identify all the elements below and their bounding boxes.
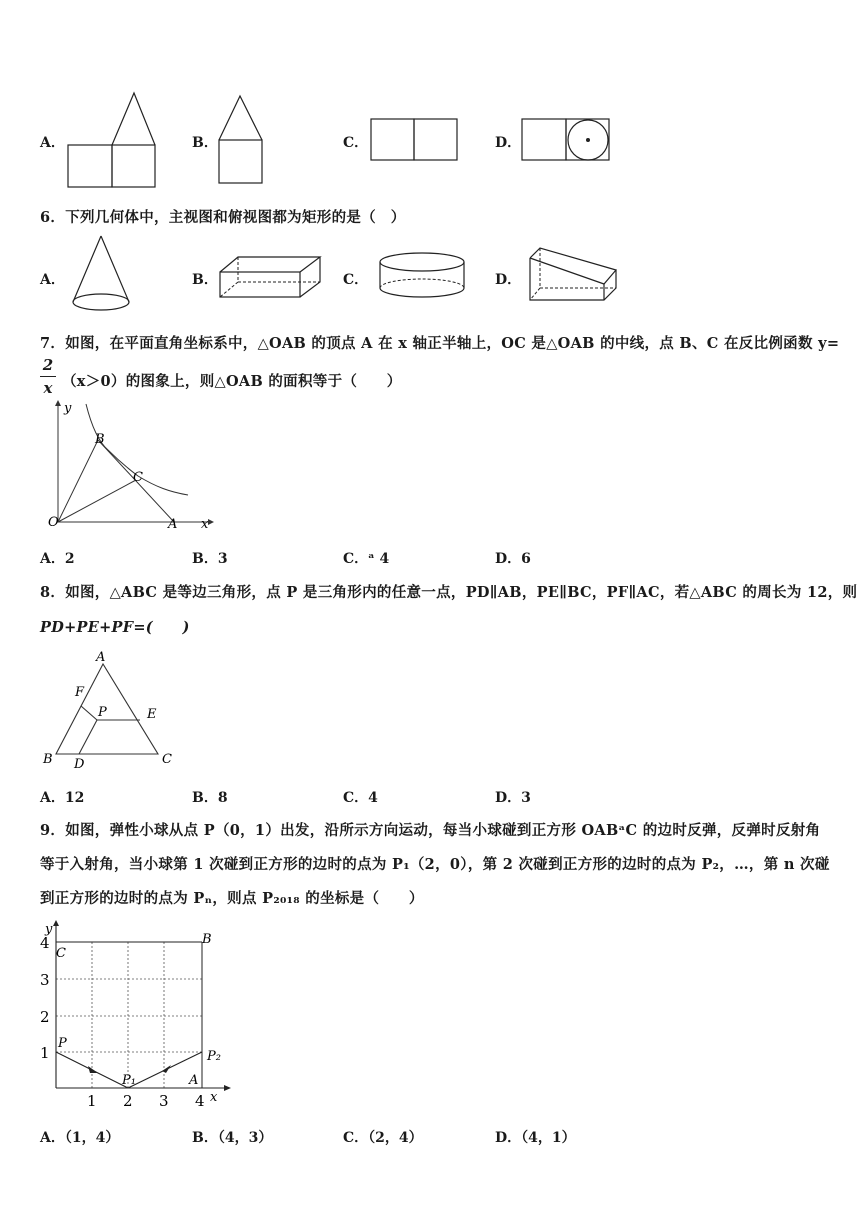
q9-y-tick-4: 4 bbox=[40, 934, 50, 952]
q9-x-tick-3: 3 bbox=[159, 1092, 169, 1110]
q9-x-tick-2: 2 bbox=[123, 1092, 133, 1110]
q7-point-c-label: C bbox=[133, 470, 143, 485]
q7-point-a-label: A bbox=[168, 517, 178, 532]
q7-origin-label: O bbox=[48, 515, 59, 530]
q9-option-b: B．（4，3） bbox=[192, 1130, 273, 1146]
q7-axis-y-label: y bbox=[64, 401, 72, 416]
q6-option-c-cylinder bbox=[376, 250, 468, 304]
q8-point-e-label: E bbox=[147, 707, 157, 722]
q6-option-b-label: B． bbox=[192, 272, 218, 288]
q6-option-b-box bbox=[216, 252, 326, 302]
q7-option-d: D．6 bbox=[495, 551, 531, 567]
q8-option-c: C．4 bbox=[343, 790, 378, 806]
q9-axis-y-label: y bbox=[45, 922, 53, 937]
q6-option-a-label: A． bbox=[40, 272, 65, 288]
q9-y-tick-1: 1 bbox=[40, 1044, 50, 1062]
q7-fraction bbox=[40, 356, 56, 397]
q7-fraction-numerator: 2 bbox=[42, 356, 54, 374]
q5-option-d-figure bbox=[519, 116, 613, 164]
q7-option-c: C．ᵃ 4 bbox=[343, 551, 390, 567]
q7-point-b-label: B bbox=[95, 432, 105, 447]
q9-option-d: D．（4，1） bbox=[495, 1130, 576, 1146]
q5-option-c-label: C． bbox=[343, 135, 369, 151]
q6-option-d-label: D． bbox=[495, 272, 522, 288]
question-7-stem-line-1: 7．如图，在平面直角坐标系中，△OAB 的顶点 A 在 x 轴正半轴上，OC 是△OAB 的中线，点 B、C 在反比例函数 y= bbox=[40, 335, 840, 352]
q5-option-d-label: D． bbox=[495, 135, 522, 151]
q7-option-b: B．3 bbox=[192, 551, 228, 567]
q5-option-b-figure bbox=[214, 92, 266, 188]
q9-point-b-label: B bbox=[202, 932, 212, 947]
q5-option-c-figure bbox=[368, 116, 462, 164]
q9-option-a: A．（1，4） bbox=[40, 1130, 120, 1146]
q9-point-p2-label: P₂ bbox=[207, 1049, 221, 1064]
question-6-stem: 6．下列几何体中，主视图和俯视图都为矩形的是（ ） bbox=[40, 209, 406, 226]
q6-option-a-cone bbox=[68, 232, 134, 314]
q7-option-a: A．2 bbox=[40, 551, 75, 567]
question-8-stem-line-2: PD+PE+PF=( ) bbox=[40, 619, 190, 636]
question-9-stem-line-2: 等于入射角，当小球第 1 次碰到正方形的边时的点为 P₁（2，0），第 2 次碰到正方形的边时的点为 P₂，…，第 n 次碰 bbox=[40, 856, 830, 873]
q8-point-a-label: A bbox=[96, 650, 106, 665]
q8-point-f-label: F bbox=[75, 685, 85, 700]
q8-point-p-label: P bbox=[98, 705, 107, 720]
q8-figure bbox=[40, 646, 180, 772]
question-9-stem-line-1: 9．如图，弹性小球从点 P（0，1）出发，沿所示方向运动，每当小球碰到正方形 OABᵃC 的边时反弹，反弹时反射角 bbox=[40, 822, 821, 839]
q9-point-p-label: P bbox=[58, 1036, 67, 1051]
q9-figure bbox=[36, 920, 236, 1116]
q9-point-p1-label: P₁ bbox=[122, 1073, 136, 1088]
q8-point-d-label: D bbox=[74, 757, 85, 772]
q6-option-c-label: C． bbox=[343, 272, 369, 288]
q8-option-b: B．8 bbox=[192, 790, 228, 806]
q9-point-c-label: C bbox=[56, 946, 66, 961]
q7-figure bbox=[38, 398, 214, 538]
q8-point-c-label: C bbox=[162, 752, 172, 767]
q8-point-b-label: B bbox=[43, 752, 53, 767]
q9-x-tick-4: 4 bbox=[195, 1092, 205, 1110]
q8-option-d: D．3 bbox=[495, 790, 531, 806]
q5-option-b-label: B． bbox=[192, 135, 218, 151]
q9-y-tick-3: 3 bbox=[40, 971, 50, 989]
question-9-stem-line-3: 到正方形的边时的点为 Pₙ，则点 P₂₀₁₈ 的坐标是（ ） bbox=[40, 890, 424, 907]
q5-option-a-figure bbox=[64, 90, 160, 190]
q7-axis-x-label: x bbox=[201, 517, 209, 532]
q9-x-tick-1: 1 bbox=[87, 1092, 97, 1110]
q7-fraction-denominator: x bbox=[43, 379, 53, 397]
q9-y-tick-2: 2 bbox=[40, 1008, 50, 1026]
q9-point-a-label: A bbox=[189, 1073, 199, 1088]
question-7-stem-line-2: （x＞0）的图象上，则△OAB 的面积等于（ ） bbox=[62, 373, 402, 390]
q6-option-d-wedge bbox=[526, 244, 622, 306]
q5-option-a-label: A． bbox=[40, 135, 65, 151]
q9-option-c: C．（2，4） bbox=[343, 1130, 423, 1146]
question-8-stem-line-1: 8．如图，△ABC 是等边三角形，点 P 是三角形内的任意一点，PD∥AB，PE∥BC，PF∥AC，若△ABC 的周长为 12，则 bbox=[40, 584, 858, 601]
q8-option-a: A．12 bbox=[40, 790, 85, 806]
q9-axis-x-label: x bbox=[210, 1090, 218, 1105]
